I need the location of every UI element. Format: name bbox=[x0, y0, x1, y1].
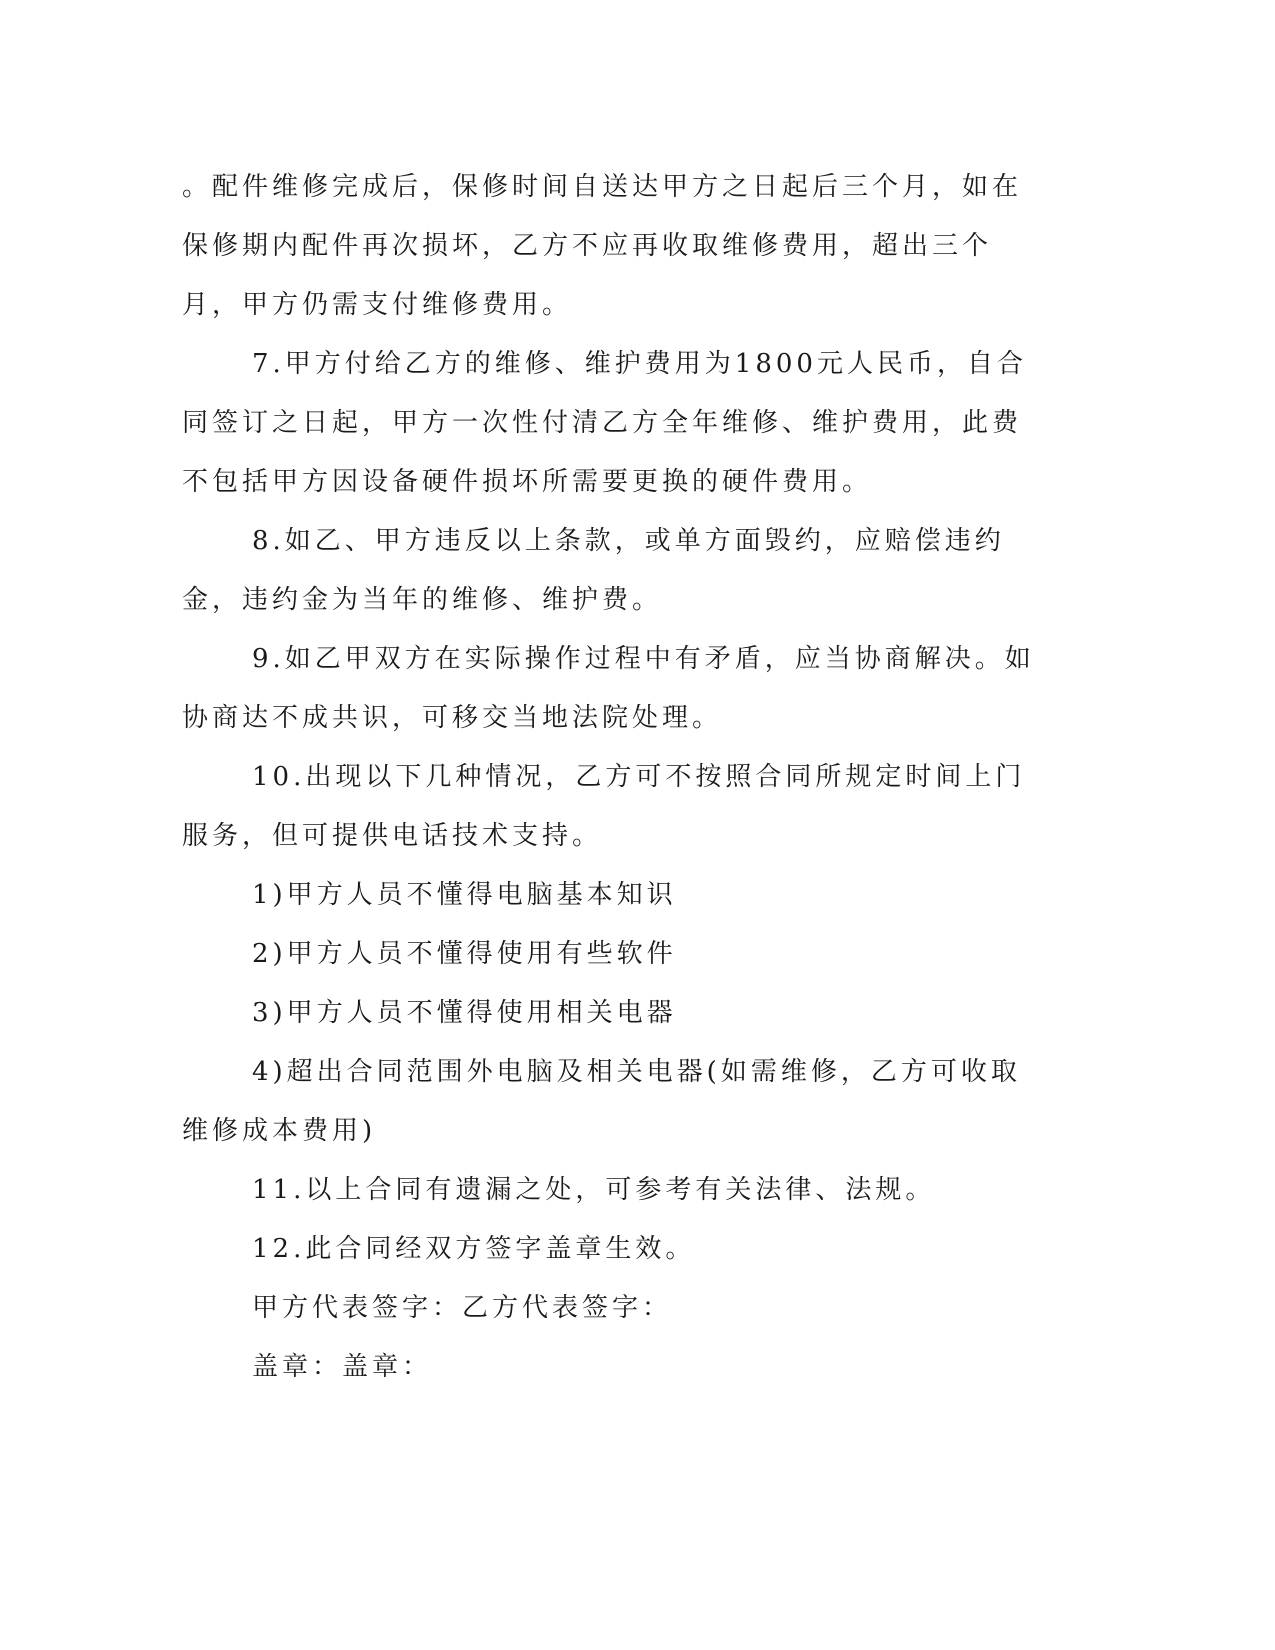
paragraph-warranty-continuation: 。配件维修完成后，保修时间自送达甲方之日起后三个月，如在保修期内配件再次损坏，乙方不应再收取维修费用，超出三个月，甲方仍需支付维修费用。 bbox=[182, 172, 1023, 320]
clause-12-effective: 12.此合同经双方签字盖章生效。 bbox=[252, 1234, 696, 1264]
signature-line: 甲方代表签字：乙方代表签字： bbox=[252, 1293, 673, 1323]
exception-item-1: 1)甲方人员不懂得电脑基本知识 bbox=[252, 880, 677, 910]
exception-item-2: 2)甲方人员不懂得使用有些软件 bbox=[252, 939, 677, 969]
exception-item-4: 4)超出合同范围外电脑及相关电器(如需维修，乙方可收取维修成本费用) bbox=[182, 1057, 1021, 1146]
exception-item-3: 3)甲方人员不懂得使用相关电器 bbox=[252, 998, 677, 1028]
contract-body bbox=[182, 158, 1042, 1397]
clause-8-breach: 8.如乙、甲方违反以上条款，或单方面毁约，应赔偿违约金，违约金为当年的维修、维护费。 bbox=[182, 526, 1005, 615]
clause-11-omissions: 11.以上合同有遗漏之处，可参考有关法律、法规。 bbox=[252, 1175, 936, 1205]
clause-7-fee: 7.甲方付给乙方的维修、维护费用为1800元人民币，自合同签订之日起，甲方一次性付清乙方全年维修、维护费用，此费不包括甲方因设备硬件损坏所需要更换的硬件费用。 bbox=[182, 349, 1027, 497]
seal-line: 盖章：盖章： bbox=[252, 1352, 433, 1382]
clause-9-dispute: 9.如乙甲双方在实际操作过程中有矛盾，应当协商解决。如协商达不成共识，可移交当地法院处理。 bbox=[182, 644, 1035, 733]
clause-10-exceptions: 10.出现以下几种情况，乙方可不按照合同所规定时间上门服务，但可提供电话技术支持。 bbox=[182, 762, 1026, 851]
